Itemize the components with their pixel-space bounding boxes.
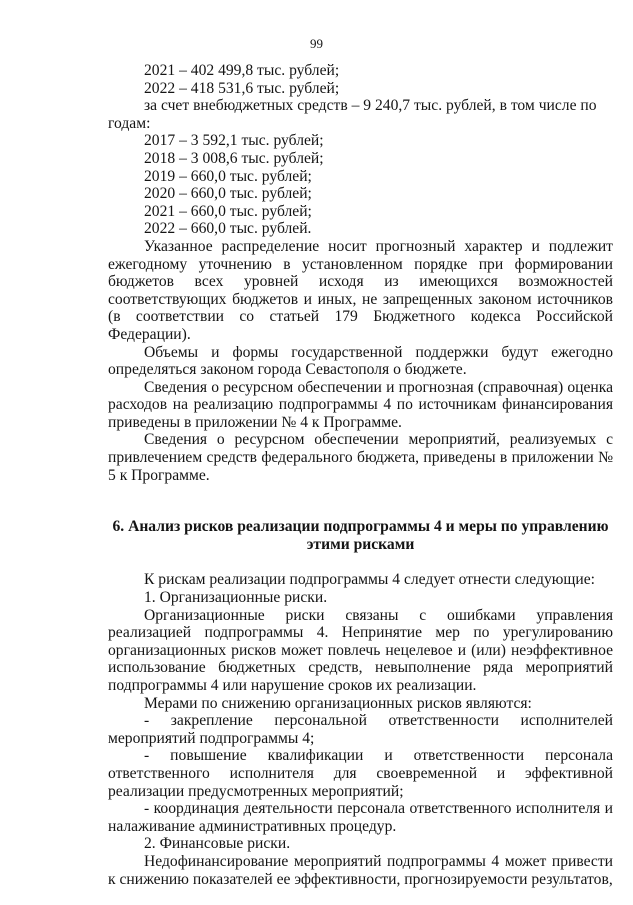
budget-line: 2018 – 3 008,6 тыс. рублей; <box>144 149 324 167</box>
paragraph: Мерами по снижению организационных рисков являются: <box>144 694 532 712</box>
list-item: - координация деятельности персонала ответственного исполнителя и налаживание административных процедур. <box>108 800 613 835</box>
budget-line: 2020 – 660,0 тыс. рублей; <box>144 185 312 203</box>
section-heading <box>108 518 613 553</box>
budget-line: 2022 – 660,0 тыс. рублей. <box>144 220 312 238</box>
paragraph: Объемы и формы государственной поддержки будут ежегодно определяться законом города Севастополя о бюджете. <box>108 343 613 379</box>
paragraph: Недофинансирование мероприятий подпрограммы 4 может привести к снижению показателей ее эффективности, прогнозируемости результатов, <box>108 852 613 888</box>
paragraph: 1. Организационные риски. <box>144 589 328 607</box>
page-number: 99 <box>310 36 323 51</box>
budget-line: 2017 – 3 592,1 тыс. рублей; <box>144 132 324 150</box>
list-item: - повышение квалификации и ответственности персонала ответственного исполнителя для своевременной и эффективной реализации предусмотренных мероприятий; <box>108 747 613 800</box>
budget-line: 2022 – 418 531,6 тыс. рублей; <box>144 79 340 97</box>
paragraph: Сведения о ресурсном обеспечении и прогнозная (справочная) оценка расходов на реализацию подпрограммы 4 по источникам финансирования приведены в приложении № 4 к Программе. <box>108 378 613 431</box>
section-heading-line: 6. Анализ рисков реализации подпрограммы 4 и меры по управлению <box>112 518 609 536</box>
paragraph: К рискам реализации подпрограммы 4 следует отнести следующие: <box>144 571 596 589</box>
budget-line: 2021 – 402 499,8 тыс. рублей; <box>144 62 340 79</box>
paragraph: Указанное распределение носит прогнозный характер и подлежит ежегодному уточнению в установленном порядке при формировании бюджетов всех уровней исходя из имеющихся возможностей соответствующих бюджетов и иных, не запрещенных законом источников (в соответствии со статьей 179 Бюджетного кодекса Российской Федерации). <box>108 237 613 343</box>
paragraph: Сведения о ресурсном обеспечении мероприятий, реализуемых с привлечением средств федерального бюджета, приведены в приложении № 5 к Программе. <box>108 431 613 484</box>
budget-line: 2021 – 660,0 тыс. рублей; <box>144 202 312 220</box>
paragraph: 2. Финансовые риски. <box>144 835 291 853</box>
section-heading-line: этими рисками <box>306 535 415 553</box>
paragraph: Организационные риски связаны с ошибками управления реализацией подпрограммы 4. Непринятие мер по урегулированию организационных рисков может повлечь нецелевое и (или) неэффективное использование бюджетных средств, невыполнение ряда мероприятий подпрограммы 4 или нарушение сроков их реализации. <box>108 606 613 694</box>
budget-line: 2019 – 660,0 тыс. рублей; <box>144 167 312 185</box>
list-item: - закрепление персональной ответственности исполнителей мероприятий подпрограммы 4; <box>108 712 613 747</box>
page-content <box>108 62 613 888</box>
budget-line: за счет внебюджетных средств – 9 240,7 тыс. рублей, в том числе по годам: <box>108 97 597 132</box>
